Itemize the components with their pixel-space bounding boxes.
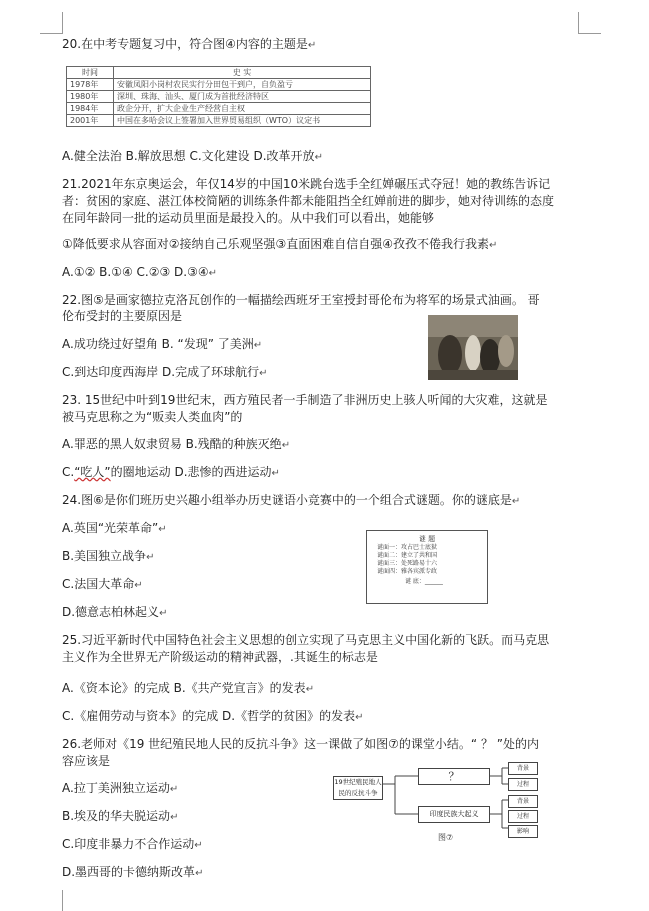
riddle-box [366, 530, 488, 604]
q26-option-c: C.印度非暴力不合作运动↵ [62, 837, 203, 851]
q26-option-a: A.拉丁美洲独立运动↵ [62, 781, 179, 795]
q23-option-cd: C.“吃人”的圈地运动 D.悲惨的西进运动↵ [62, 465, 280, 479]
table-cell: 1978年 [67, 79, 114, 91]
diagram-leaf: 过程 [508, 778, 538, 791]
diagram-root: 19世纪殖民地人民的反抗斗争 [333, 776, 383, 800]
table-cell: 安徽凤阳小岗村农民实行分田包干到户，自负盈亏 [114, 79, 371, 91]
riddle-answer: 谜 底：______ [405, 578, 443, 585]
q21-line-1: 21.2021年东京奥运会，年仅14岁的中国10米跳台选手全红婵碾压式夺冠！她的教练告诉记 [62, 177, 551, 191]
columbus-painting [428, 315, 518, 380]
q24-stem: 24.图⑥是你们班历史兴趣小组举办历史谜语小竞赛中的一个组合式谜题。你的谜底是↵ [62, 493, 521, 507]
q22-line-2: 伦布受封的主要原因是 [62, 309, 183, 323]
crop-mark-top-right-h [579, 33, 601, 34]
table-cell: 1980年 [67, 91, 114, 103]
table-cell: 政企分开，扩大企业生产经营自主权 [114, 103, 371, 115]
q26-option-b: B.埃及的华夫脱运动↵ [62, 809, 179, 823]
table-row [67, 115, 371, 127]
q23-line-2: 被马克思称之为“贩卖人类血肉”的 [62, 410, 243, 424]
q26-line-2: 容应该是 [62, 754, 111, 768]
q21-line-3: 在同年龄同一批的运动员里面是最投入的。从中我们可以看出，她能够 [62, 211, 435, 225]
q22-option-cd: C.到达印度西海岸 D.完成了环球航行↵ [62, 365, 268, 379]
q22-option-ab: A.成功绕过好望角 B. “发现” 了美洲↵ [62, 337, 263, 351]
crop-mark-top-right-v [578, 12, 579, 34]
diagram-leaf: 过程 [508, 810, 538, 823]
q20-table [66, 66, 371, 127]
table-row [67, 103, 371, 115]
q22-line-1: 22.图⑤是画家德拉克洛瓦创作的一幅描绘西班牙王室授封哥伦布为将军的场景式油画。 哥 [62, 293, 540, 307]
q25-line-2: 主义作为全世界无产阶级运动的精神武器，.其诞生的标志是 [62, 650, 378, 664]
crop-mark-bottom-left-v [62, 890, 63, 911]
q25-option-cd: C.《雇佣劳动与资本》的完成 D.《哲学的贫困》的发表↵ [62, 709, 364, 723]
riddle-row: 谜面一：攻占巴士底狱 [377, 544, 438, 551]
crop-mark-top-left-h [40, 33, 62, 34]
q25-line-1: 25.习近平新时代中国特色社会主义思想的创立实现了马克思主义中国化新的飞跃。而马克思 [62, 633, 550, 647]
riddle-row: 谜面三：处死路易十六 [377, 560, 438, 567]
q23-line-1: 23. 15世纪中叶到19世纪末，西方殖民者一手制造了非洲历史上骇人听闻的大灾难，这就是 [62, 393, 548, 407]
painting-icon [428, 315, 518, 380]
table-row [67, 91, 371, 103]
q24-option-c: C.法国大革命↵ [62, 577, 143, 591]
q25-option-ab: A.《资本论》的完成 B.《共产党宣言》的发表↵ [62, 681, 315, 695]
table-cell: 2001年 [67, 115, 114, 127]
q26-line-1: 26.老师对《19 世纪殖民地人民的反抗斗争》这一课做了如图⑦的课堂小结。“ ？ ”处的内 [62, 737, 539, 751]
diagram-unknown: ？ [418, 768, 490, 785]
q20-stem: 20.在中考专题复习中，符合图④内容的主题是↵ [62, 37, 317, 51]
table-cell: 中国在多哈会议上签署加入世界贸易组织（WTO）议定书 [114, 115, 371, 127]
table-header-fact: 史 实 [114, 67, 371, 79]
q23-option-ab: A.罪恶的黑人奴隶贸易 B.残酷的种族灭绝↵ [62, 437, 291, 451]
diagram-leaf: 背景 [508, 762, 538, 775]
q20-options: A.健全法治 B.解放思想 C.文化建设 D.改革开放↵ [62, 149, 323, 163]
crop-mark-top-left-v [62, 12, 63, 34]
riddle-row: 谜面二：建立了共和国 [377, 552, 438, 559]
riddle-title: 谜 题 [418, 535, 436, 543]
riddle-row: 谜面四：雅各宾派专政 [377, 568, 438, 575]
diagram-leaf: 背景 [508, 795, 538, 808]
diagram-branch-india: 印度民族大起义 [418, 806, 490, 823]
table-header-time: 时间 [67, 67, 114, 79]
q24-option-a: A.英国“光荣革命”↵ [62, 521, 167, 535]
q21-choices: ①降低要求从容面对②接纳自己乐观坚强③直面困难自信自强④孜孜不倦我行我素↵ [62, 237, 498, 251]
table-row [67, 79, 371, 91]
table-cell: 深圳、珠海、汕头、厦门成为首批经济特区 [114, 91, 371, 103]
table-header-row [67, 67, 371, 79]
q21-options: A.①② B.①④ C.②③ D.③④↵ [62, 265, 218, 279]
diagram-leaf: 影响 [508, 825, 538, 838]
table-cell: 1984年 [67, 103, 114, 115]
q26-option-d: D.墨西哥的卡德纳斯改革↵ [62, 865, 204, 879]
q21-line-2: 者：贫困的家庭、湛江体校简陋的训练条件都未能阻挡全红婵前进的脚步，她对待训练的态度 [62, 194, 555, 208]
q24-option-b: B.美国独立战争↵ [62, 549, 155, 563]
diagram-caption: 图⑦ [438, 833, 454, 842]
q24-option-d: D.德意志柏林起义↵ [62, 605, 168, 619]
